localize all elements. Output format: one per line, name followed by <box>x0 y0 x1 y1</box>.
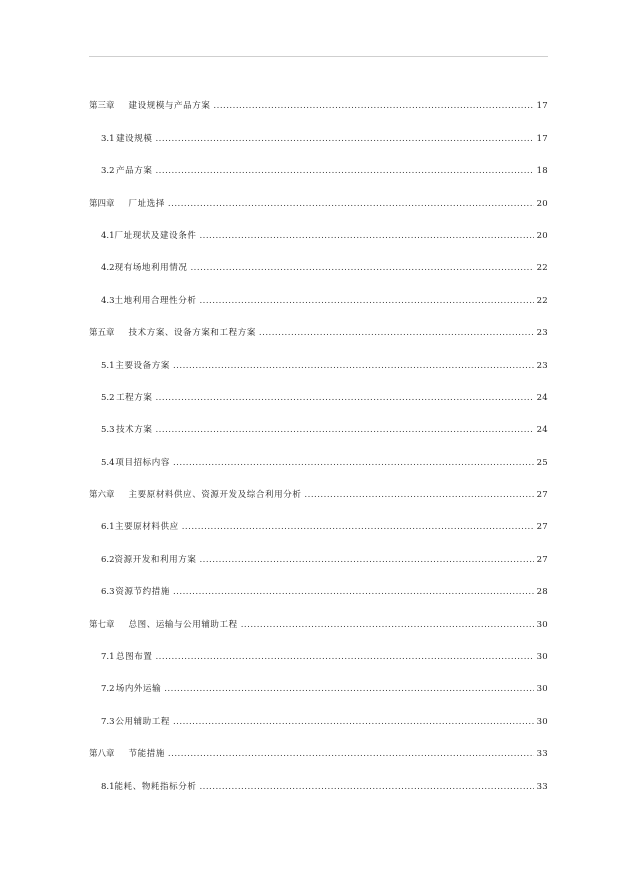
toc-dot-leader <box>155 424 533 436</box>
toc-page-number: 30 <box>536 716 548 727</box>
toc-entry-title: 主要设备方案 <box>115 360 170 371</box>
toc-page-number: 20 <box>536 230 548 241</box>
toc-section-entry[interactable] <box>89 695 548 727</box>
toc-page-number: 17 <box>536 133 548 144</box>
toc-entry-number: 4.1 <box>101 230 115 241</box>
toc-entry-number: 8.1 <box>101 781 115 792</box>
toc-entry-title: 主要原材料供应、资源开发及综合利用分析 <box>128 490 302 501</box>
toc-entry-title: 技术方案、设备方案和工程方案 <box>128 328 256 339</box>
toc-entry-number: 7.1 <box>101 652 115 663</box>
toc-page-number: 24 <box>536 392 548 403</box>
toc-chapter-entry[interactable] <box>89 469 548 501</box>
toc-entry-number: 5.4 <box>101 457 115 468</box>
toc-entry-number: 5.3 <box>101 425 115 436</box>
toc-dot-leader <box>155 165 533 177</box>
toc-page-number: 22 <box>536 295 548 306</box>
toc-dot-leader <box>173 586 534 598</box>
toc-dot-leader <box>182 521 534 533</box>
toc-section-entry[interactable] <box>89 210 548 242</box>
toc-section-entry[interactable] <box>89 112 548 144</box>
toc-entry-number: 第四章 <box>89 198 115 209</box>
toc-entry-number: 第七章 <box>89 619 115 630</box>
toc-dot-leader <box>164 683 533 695</box>
toc-entry-title: 资源节约措施 <box>115 587 170 598</box>
toc-dot-leader <box>213 100 533 112</box>
toc-entry-title: 建设规模 <box>116 133 153 144</box>
toc-section-entry[interactable] <box>89 663 548 695</box>
toc-entry-number: 7.3 <box>101 716 115 727</box>
toc-chapter-entry[interactable] <box>89 598 548 630</box>
toc-entry-number: 3.1 <box>101 133 115 144</box>
toc-dot-leader <box>168 748 534 760</box>
toc-entry-number: 第六章 <box>89 490 115 501</box>
toc-page-number: 24 <box>536 425 548 436</box>
toc-entry-number: 第三章 <box>89 101 115 112</box>
toc-section-entry[interactable] <box>89 339 548 371</box>
toc-entry-title: 总图、运输与公用辅助工程 <box>128 619 238 630</box>
toc-entry-title: 技术方案 <box>116 425 153 436</box>
table-of-contents <box>89 80 548 793</box>
toc-entry-title: 工程方案 <box>116 392 153 403</box>
toc-section-entry[interactable] <box>89 631 548 663</box>
toc-dot-leader <box>241 619 534 631</box>
toc-dot-leader <box>199 295 533 307</box>
toc-entry-number: 3.2 <box>101 166 115 177</box>
toc-entry-title: 现有场地利用情况 <box>114 263 188 274</box>
toc-entry-number: 5.1 <box>101 360 115 371</box>
toc-page-number: 20 <box>536 198 548 209</box>
toc-dot-leader <box>155 133 533 145</box>
toc-page-number: 25 <box>536 457 548 468</box>
toc-entry-number: 5.2 <box>101 392 115 403</box>
toc-entry-number: 7.2 <box>101 684 115 695</box>
toc-entry-number: 第八章 <box>89 749 115 760</box>
toc-section-entry[interactable] <box>89 533 548 565</box>
toc-dot-leader <box>155 651 533 663</box>
toc-chapter-entry[interactable] <box>89 177 548 209</box>
toc-dot-leader <box>199 781 533 793</box>
toc-entry-number: 4.2 <box>101 263 115 274</box>
toc-page-number: 18 <box>536 166 548 177</box>
toc-section-entry[interactable] <box>89 242 548 274</box>
toc-page-number: 30 <box>536 652 548 663</box>
toc-dot-leader <box>199 230 533 242</box>
toc-entry-title: 总图布置 <box>116 652 153 663</box>
toc-section-entry[interactable] <box>89 566 548 598</box>
toc-page-number: 27 <box>536 490 548 501</box>
toc-dot-leader <box>190 262 533 274</box>
toc-dot-leader <box>173 457 534 469</box>
toc-chapter-entry[interactable] <box>89 80 548 112</box>
toc-dot-leader <box>168 198 534 210</box>
toc-section-entry[interactable] <box>89 501 548 533</box>
toc-entry-title: 土地利用合理性分析 <box>114 295 197 306</box>
toc-page-number: 28 <box>536 587 548 598</box>
toc-chapter-entry[interactable] <box>89 728 548 760</box>
toc-page-number: 23 <box>536 360 548 371</box>
toc-dot-leader <box>173 360 534 372</box>
toc-entry-title: 节能措施 <box>128 749 165 760</box>
toc-dot-leader <box>304 489 533 501</box>
toc-entry-title: 建设规模与产品方案 <box>128 101 211 112</box>
toc-section-entry[interactable] <box>89 404 548 436</box>
toc-entry-number: 6.1 <box>101 522 115 533</box>
toc-section-entry[interactable] <box>89 436 548 468</box>
toc-chapter-entry[interactable] <box>89 307 548 339</box>
toc-page-number: 30 <box>536 619 548 630</box>
header-rule <box>89 56 548 57</box>
toc-page-number: 33 <box>536 781 548 792</box>
toc-section-entry[interactable] <box>89 145 548 177</box>
toc-entry-title: 主要原材料供应 <box>115 522 179 533</box>
toc-dot-leader <box>155 392 533 404</box>
toc-entry-title: 项目招标内容 <box>115 457 170 468</box>
toc-entry-title: 资源开发和利用方案 <box>114 554 197 565</box>
toc-page-number: 33 <box>536 749 548 760</box>
toc-entry-title: 场内外运输 <box>115 684 162 695</box>
toc-dot-leader <box>259 327 534 339</box>
toc-entry-number: 6.2 <box>101 554 115 565</box>
toc-entry-title: 厂址选择 <box>128 198 165 209</box>
toc-page-number: 22 <box>536 263 548 274</box>
toc-page-number: 27 <box>536 554 548 565</box>
toc-dot-leader <box>199 554 533 566</box>
toc-section-entry[interactable] <box>89 760 548 792</box>
toc-entry-number: 4.3 <box>101 295 115 306</box>
toc-page-number: 30 <box>536 684 548 695</box>
toc-section-entry[interactable] <box>89 372 548 404</box>
toc-entry-title: 公用辅助工程 <box>115 716 170 727</box>
toc-entry-number: 第五章 <box>89 328 115 339</box>
toc-entry-number: 6.3 <box>101 587 115 598</box>
toc-dot-leader <box>173 716 534 728</box>
toc-section-entry[interactable] <box>89 274 548 306</box>
toc-entry-title: 能耗、物耗指标分析 <box>114 781 197 792</box>
toc-entry-title: 厂址现状及建设条件 <box>114 230 197 241</box>
toc-entry-title: 产品方案 <box>116 166 153 177</box>
toc-page-number: 17 <box>536 101 548 112</box>
toc-page-number: 27 <box>536 522 548 533</box>
toc-page-number: 23 <box>536 328 548 339</box>
